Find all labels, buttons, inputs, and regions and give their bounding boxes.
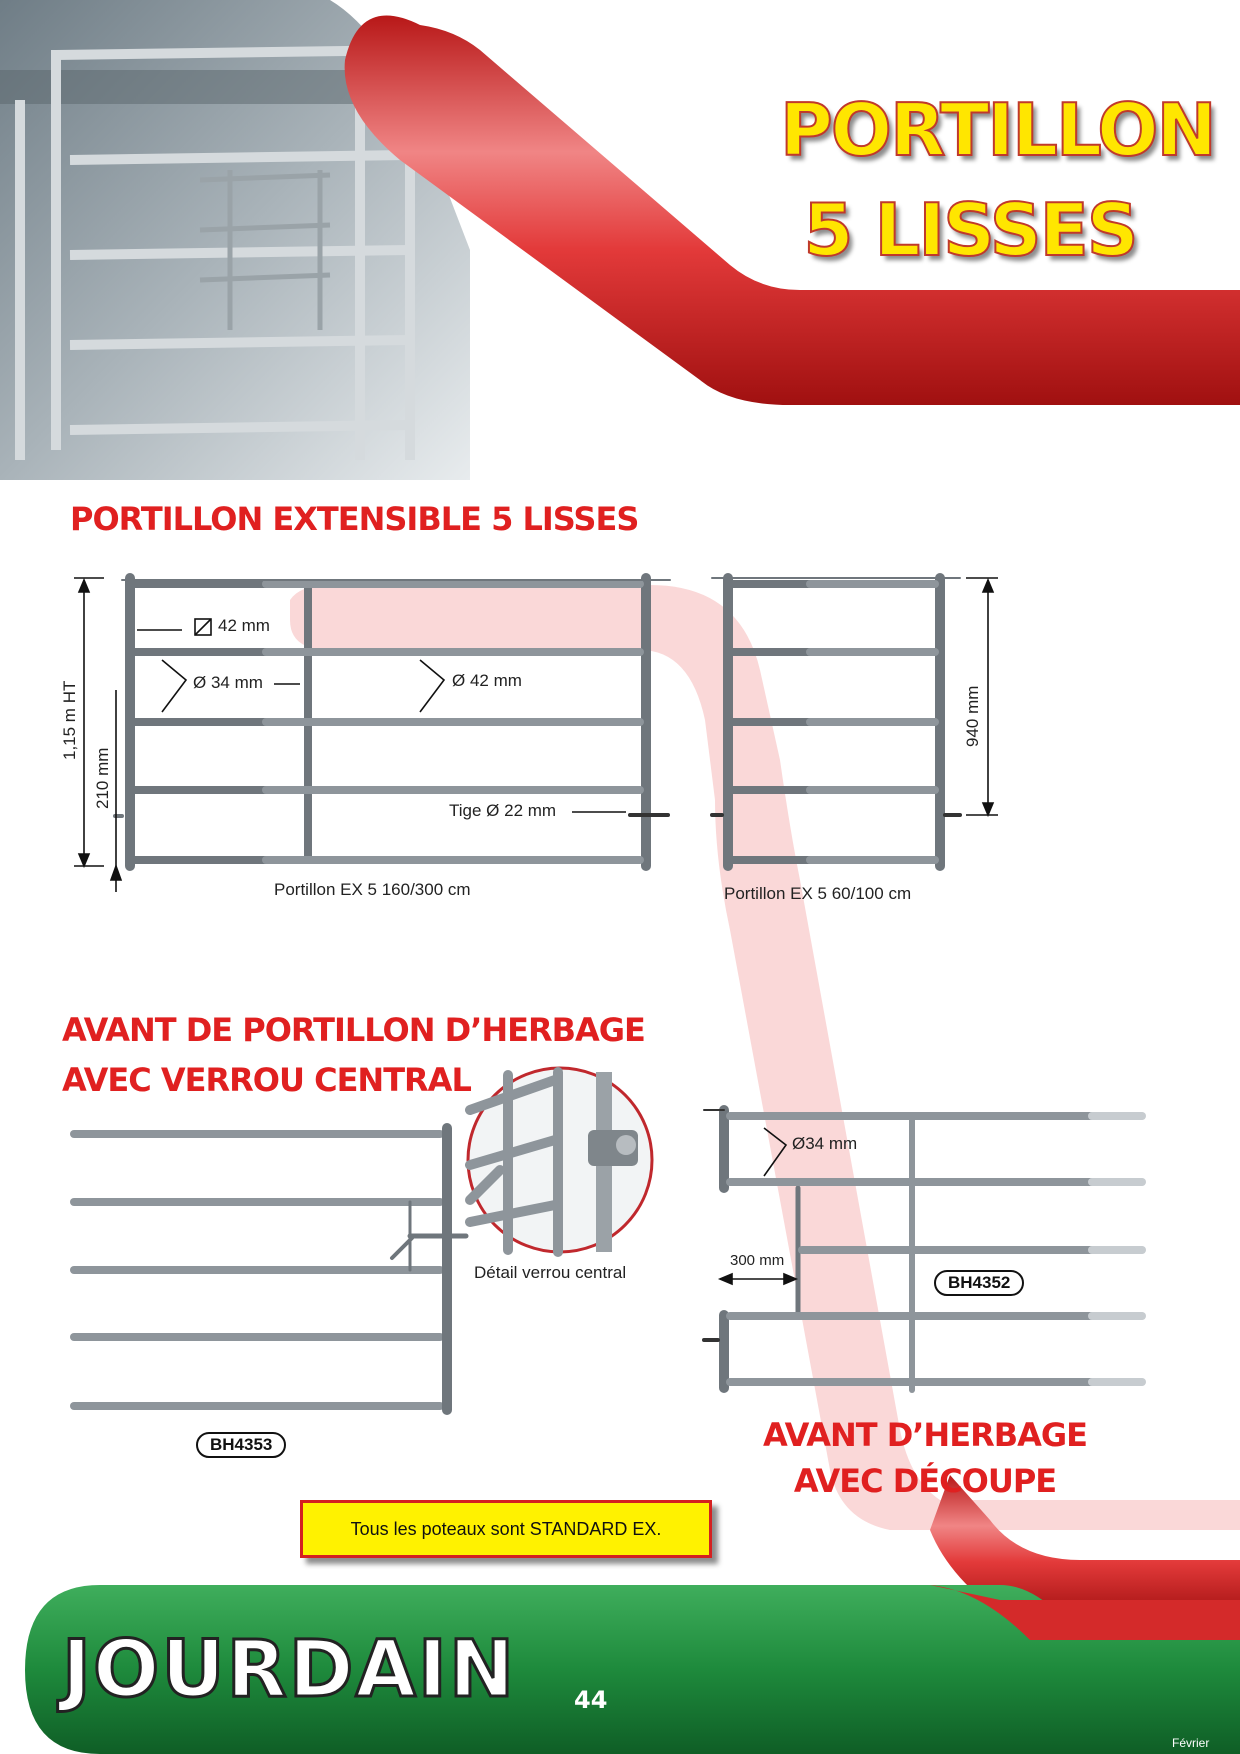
dim-diameter-42: Ø 42 mm xyxy=(452,671,522,690)
page-title-line2: 5 LISSES xyxy=(803,188,1137,272)
section-title-herbage-line2: AVEC VERROU CENTRAL xyxy=(62,1061,471,1099)
dim-tige-22: Tige Ø 22 mm xyxy=(449,801,557,820)
standard-note: Tous les poteaux sont STANDARD EX. xyxy=(300,1500,712,1558)
detail-caption: Détail verrou central xyxy=(474,1263,627,1282)
ref-badge-bh4352: BH4352 xyxy=(934,1270,1024,1296)
ref-badge-bh4353: BH4353 xyxy=(196,1432,286,1458)
issue-month: Février xyxy=(1172,1736,1210,1750)
page-title xyxy=(780,80,1215,280)
herbage-gate-cutout xyxy=(704,1110,1142,1390)
section-title-decoupe-line1: AVANT D’HERBAGE xyxy=(763,1416,1087,1454)
section-title-herbage xyxy=(62,1005,645,1105)
section-title-extensible: PORTILLON EXTENSIBLE 5 LISSES xyxy=(70,500,639,538)
page-number: 44 xyxy=(574,1686,608,1714)
brand-logo: JOURDAIN xyxy=(62,1625,517,1715)
dim-square-42: 42 mm xyxy=(218,616,270,635)
dim-300: 300 mm xyxy=(730,1252,785,1269)
dim-diameter-34: Ø 34 mm xyxy=(193,673,263,692)
herbage-gate-central-lock xyxy=(74,1128,466,1410)
caption-ex5-160-300: Portillon EX 5 160/300 cm xyxy=(274,880,471,899)
section-title-decoupe xyxy=(760,1412,1090,1504)
dim-height-total: 1,15 m HT xyxy=(60,680,79,760)
page-title-line1: PORTILLON xyxy=(780,88,1215,172)
caption-ex5-60-100: Portillon EX 5 60/100 cm xyxy=(724,884,912,903)
dim-diameter-34-herbage: Ø34 mm xyxy=(792,1134,858,1153)
section-title-herbage-line1: AVANT DE PORTILLON D’HERBAGE xyxy=(62,1011,645,1049)
dim-210: 210 mm xyxy=(93,747,112,809)
dim-940: 940 mm xyxy=(963,685,982,747)
section-title-decoupe-line2: AVEC DÉCOUPE xyxy=(793,1462,1057,1500)
